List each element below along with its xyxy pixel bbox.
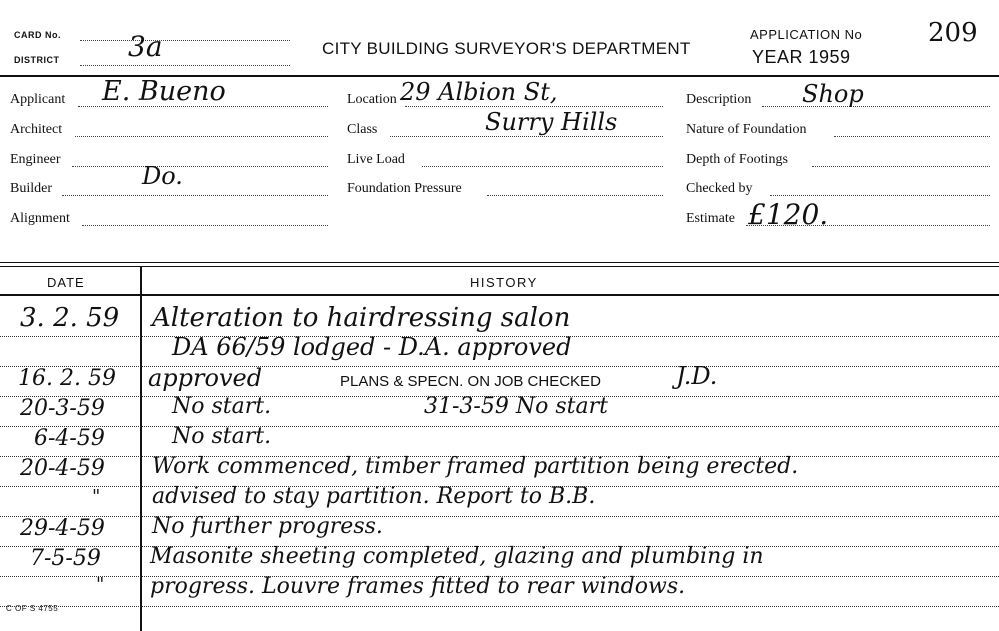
architect-label: Architect [10,122,63,137]
form-code: C OF S 4755 [6,604,59,613]
history-top-rule-2 [0,266,999,267]
history-header-rule [0,294,999,296]
history-entry: No start. [172,424,272,449]
history-date: 20-4-59 [20,456,105,481]
year-label: YEAR 1959 [752,47,851,67]
alignment-line [82,225,328,226]
foundation-pressure-line [487,195,663,196]
description-line [762,106,990,107]
class-label: Class [347,122,378,137]
applicant-label: Applicant [10,92,66,107]
checked-by-label: Checked by [686,181,753,196]
history-date: 6-4-59 [34,426,105,451]
district-label: DISTRICT [14,55,60,65]
estimate-value: £120. [748,198,829,231]
history-entry: approved [148,364,263,392]
district-line [80,65,290,66]
history-entry: Masonite sheeting completed, glazing and plumbing in [150,544,764,569]
builder-value: Do. [142,162,183,190]
class-line [390,136,663,137]
history-entry: Alteration to hairdressing salon [152,303,571,333]
history-top-rule [0,262,999,263]
depth-of-footings-label: Depth of Footings [686,152,788,167]
checked-by-line [770,195,990,196]
engineer-line [72,166,328,167]
history-date: 16. 2. 59 [18,366,116,391]
history-entry: progress. Louvre frames fitted to rear windows. [150,574,686,599]
depth-of-footings-line [812,166,990,167]
history-entry: No further progress. [152,514,383,539]
history-date: " [96,574,105,595]
live-load-line [422,166,663,167]
department-title: CITY BUILDING SURVEYOR'S DEPARTMENT [322,39,691,58]
location-value: 29 Albion St, [400,78,558,106]
date-header: DATE [47,275,85,290]
history-date: 29-4-59 [20,516,105,541]
architect-line [75,136,328,137]
live-load-label: Live Load [347,152,405,167]
location-label: Location [347,92,397,107]
ruled-line [0,516,999,517]
foundation-pressure-label: Foundation Pressure [347,181,462,196]
builder-label: Builder [10,181,52,196]
location-line [405,106,663,107]
applicant-value: E. Bueno [102,76,226,107]
district-value: 3a [128,30,163,63]
history-header: HISTORY [470,275,538,290]
history-entry: DA 66/59 lodged - D.A. approved [172,333,572,361]
estimate-label: Estimate [686,211,735,226]
ruled-line [0,426,999,427]
history-date: 20-3-59 [20,396,105,421]
checked-initials: J.D. [676,362,718,390]
nature-of-foundation-label: Nature of Foundation [686,122,807,137]
history-date: 7-5-59 [30,546,101,571]
engineer-label: Engineer [10,152,61,167]
plans-checked-stamp: PLANS & SPECN. ON JOB CHECKED [340,373,601,390]
class-value: Surry Hills [485,108,618,136]
history-entry: Work commenced, timber framed partition being erected. [152,454,799,479]
nature-of-foundation-line [834,136,990,137]
ruled-line [0,606,999,607]
application-no-label: APPLICATION No [750,27,863,42]
card-no-label: CARD No. [14,30,61,40]
application-no-value: 209 [928,18,978,48]
history-date: 3. 2. 59 [20,303,120,333]
history-date: " [92,486,101,507]
history-entry-secondary: 31-3-59 No start [424,394,608,419]
history-entry: advised to stay partition. Report to B.B. [152,484,596,509]
description-value: Shop [802,80,864,108]
alignment-label: Alignment [10,211,70,226]
builder-line [62,195,328,196]
card-no-line [80,40,290,41]
history-entry: No start. [172,394,272,419]
description-label: Description [686,92,752,107]
